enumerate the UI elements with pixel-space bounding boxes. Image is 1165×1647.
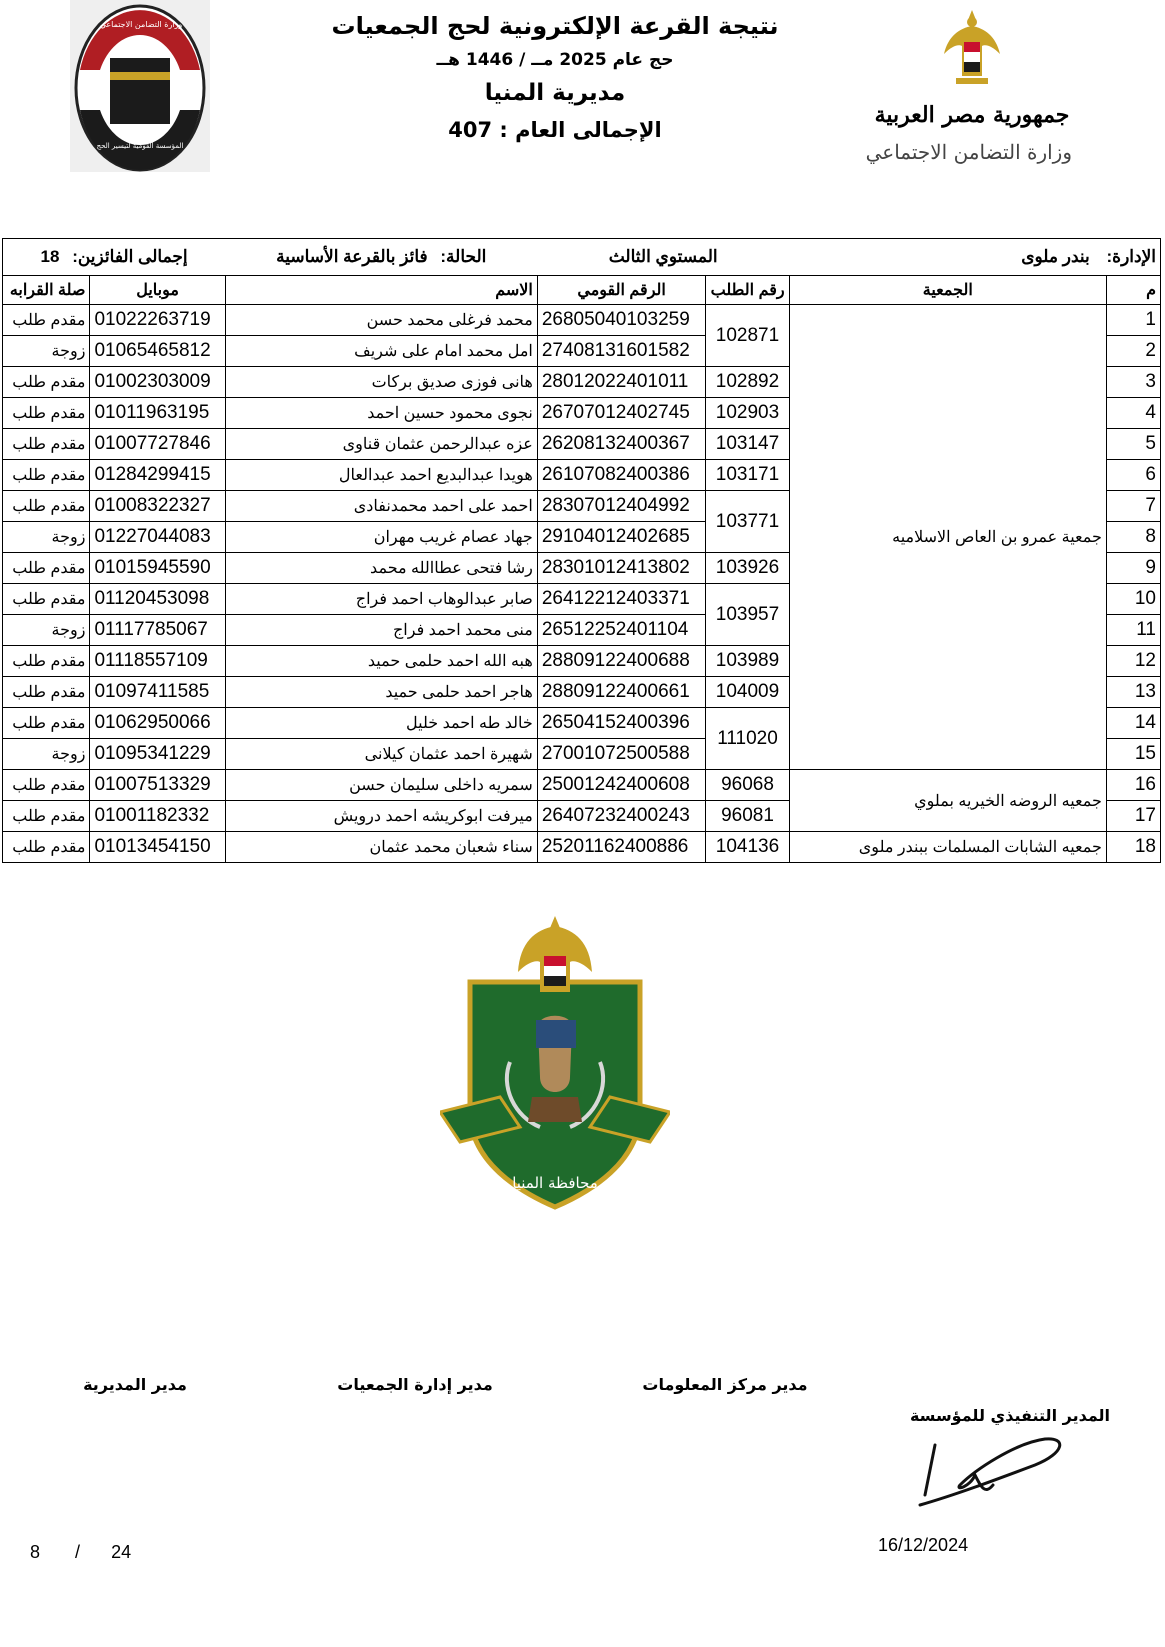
national-id: 29104012402685 xyxy=(537,522,706,553)
document-title: نتيجة القرعة الإلكترونية لحج الجمعيات xyxy=(331,12,779,40)
request-number: 104009 xyxy=(706,677,789,708)
relation: مقدم طلب xyxy=(3,460,90,491)
person-name: جهاد عصام غريب مهران xyxy=(225,522,537,553)
national-id: 26208132400367 xyxy=(537,429,706,460)
minya-emblem xyxy=(440,912,670,1212)
national-id: 26107082400386 xyxy=(537,460,706,491)
row-serial: 15 xyxy=(1106,739,1160,770)
mobile-number: 01013454150 xyxy=(90,832,225,863)
ministry-name-text: وزارة التضامن الاجتماعي xyxy=(865,140,1072,164)
national-id: 28012022401011 xyxy=(537,367,706,398)
person-name: منى محمد احمد فراج xyxy=(225,615,537,646)
row-serial: 7 xyxy=(1106,491,1160,522)
mobile-number: 01117785067 xyxy=(90,615,225,646)
table-header-row xyxy=(3,276,1161,305)
national-id: 28301012413802 xyxy=(537,553,706,584)
foundation-name-text: المؤسسة القومية لتيسير الحج xyxy=(96,142,184,150)
row-serial: 6 xyxy=(1106,460,1160,491)
national-id: 25201162400886 xyxy=(537,832,706,863)
mobile-number: 01062950066 xyxy=(90,708,225,739)
table-row xyxy=(3,770,1161,801)
row-serial: 18 xyxy=(1106,832,1160,863)
person-name: عزه عبدالرحمن عثمان قناوى xyxy=(225,429,537,460)
emblem-caption: محافظة المنيا xyxy=(512,1174,598,1192)
mobile-number: 01284299415 xyxy=(90,460,225,491)
request-number: 102871 xyxy=(706,305,789,367)
egypt-eagle-icon xyxy=(942,6,1002,94)
mobile-number: 01002303009 xyxy=(90,367,225,398)
person-name: سمريه داخلى سليمان حسن xyxy=(225,770,537,801)
table-row xyxy=(3,832,1161,863)
request-number: 103926 xyxy=(706,553,789,584)
request-number: 103957 xyxy=(706,584,789,646)
foundation-logo xyxy=(70,0,210,172)
row-serial: 8 xyxy=(1106,522,1160,553)
request-number: 96081 xyxy=(706,801,789,832)
request-number: 103171 xyxy=(706,460,789,491)
relation: مقدم طلب xyxy=(3,553,90,584)
person-name: احمد على احمد محمدنفادى xyxy=(225,491,537,522)
relation: مقدم طلب xyxy=(3,832,90,863)
status-value: فائز بالقرعة الأساسية xyxy=(276,247,428,266)
signature-associations-manager: مدير إدارة الجمعيات xyxy=(337,1375,493,1394)
handwritten-signature xyxy=(915,1425,1075,1515)
association-name: جمعيه الروضه الخيريه بملوي xyxy=(789,770,1106,832)
header-association: الجمعية xyxy=(789,276,1106,305)
winners-value: 18 xyxy=(40,247,60,266)
signature-info-center-manager: مدير مركز المعلومات xyxy=(642,1375,808,1394)
national-id: 26407232400243 xyxy=(537,801,706,832)
document-date: 16/12/2024 xyxy=(878,1535,969,1555)
row-serial: 11 xyxy=(1106,615,1160,646)
grand-total-label: الإجمالى العام : xyxy=(499,118,662,142)
mobile-number: 01007727846 xyxy=(90,429,225,460)
mobile-number: 01001182332 xyxy=(90,801,225,832)
mobile-number: 01022263719 xyxy=(90,305,225,336)
association-name: جمعيه الشابات المسلمات ببندر ملوى xyxy=(789,832,1106,863)
grand-total-value: 407 xyxy=(448,118,493,142)
relation: مقدم طلب xyxy=(3,708,90,739)
header-relation: صلة القرابه xyxy=(3,276,90,305)
request-number: 103989 xyxy=(706,646,789,677)
relation: مقدم طلب xyxy=(3,305,90,336)
request-number: 104136 xyxy=(706,832,789,863)
relation: مقدم طلب xyxy=(3,429,90,460)
person-name: امل محمد امام على شريف xyxy=(225,336,537,367)
person-name: شهيرة احمد عثمان كيلانى xyxy=(225,739,537,770)
request-number: 111020 xyxy=(706,708,789,770)
mobile-number: 01015945590 xyxy=(90,553,225,584)
row-serial: 13 xyxy=(1106,677,1160,708)
national-id: 26805040103259 xyxy=(537,305,706,336)
national-id: 25001242400608 xyxy=(537,770,706,801)
national-id: 26512252401104 xyxy=(537,615,706,646)
person-name: ميرفت ابوكريشه احمد درويش xyxy=(225,801,537,832)
mobile-number: 01007513329 xyxy=(90,770,225,801)
header-mobile: موبايل xyxy=(90,276,225,305)
mobile-number: 01095341229 xyxy=(90,739,225,770)
level-info: المستوي الثالث xyxy=(608,247,718,266)
request-number: 96068 xyxy=(706,770,789,801)
person-name: هانى فوزى صديق بركات xyxy=(225,367,537,398)
national-id: 28307012404992 xyxy=(537,491,706,522)
mobile-number: 01097411585 xyxy=(90,677,225,708)
person-name: نجوى محمود حسين احمد xyxy=(225,398,537,429)
relation: مقدم طلب xyxy=(3,801,90,832)
relation: مقدم طلب xyxy=(3,367,90,398)
relation: زوجة xyxy=(3,615,90,646)
results-table xyxy=(2,238,1161,863)
table-body xyxy=(3,305,1161,863)
row-serial: 10 xyxy=(1106,584,1160,615)
person-name: هبه الله احمد حلمى حميد xyxy=(225,646,537,677)
row-serial: 17 xyxy=(1106,801,1160,832)
row-serial: 12 xyxy=(1106,646,1160,677)
person-name: محمد فرغلى محمد حسن xyxy=(225,305,537,336)
mobile-number: 01227044083 xyxy=(90,522,225,553)
page-number xyxy=(30,1542,131,1563)
person-name: رشا فتحى عطاالله محمد xyxy=(225,553,537,584)
status-info: الحالة: فائز بالقرعة الأساسية xyxy=(276,247,487,266)
row-serial: 16 xyxy=(1106,770,1160,801)
relation: زوجة xyxy=(3,336,90,367)
page-current: 8 xyxy=(30,1542,41,1562)
results-table-wrap xyxy=(2,238,1161,863)
mobile-number: 01120453098 xyxy=(90,584,225,615)
mobile-number: 01008322327 xyxy=(90,491,225,522)
person-name: صابر عبدالوهاب احمد فراج xyxy=(225,584,537,615)
winners-info: إجمالى الفائزين: 18 xyxy=(40,247,188,266)
relation: مقدم طلب xyxy=(3,677,90,708)
association-name: جمعية عمرو بن العاص الاسلاميه xyxy=(789,305,1106,770)
request-number: 102892 xyxy=(706,367,789,398)
page-separator: / xyxy=(75,1542,81,1562)
national-id: 26504152400396 xyxy=(537,708,706,739)
hajj-year: حج عام 2025 مــ / 1446 هــ xyxy=(436,50,674,70)
directorate-name: مديرية المنيا xyxy=(484,80,626,106)
relation: مقدم طلب xyxy=(3,491,90,522)
relation: مقدم طلب xyxy=(3,584,90,615)
person-name: خالد طه احمد خليل xyxy=(225,708,537,739)
relation: مقدم طلب xyxy=(3,646,90,677)
table-row xyxy=(3,305,1161,336)
relation: زوجة xyxy=(3,739,90,770)
minya-emblem-icon xyxy=(440,912,670,1212)
relation: مقدم طلب xyxy=(3,770,90,801)
ministry-country-text: جمهورية مصر العربية xyxy=(874,102,1070,128)
row-serial: 14 xyxy=(1106,708,1160,739)
national-id: 26707012402745 xyxy=(537,398,706,429)
row-serial: 4 xyxy=(1106,398,1160,429)
row-serial: 5 xyxy=(1106,429,1160,460)
signature-executive-director: المدير التنفيذي للمؤسسة xyxy=(909,1406,1111,1425)
ministry-logo xyxy=(865,6,1072,176)
person-name: هاجر احمد حلمى حميد xyxy=(225,677,537,708)
person-name: سناء شعبان محمد عثمان xyxy=(225,832,537,863)
mobile-number: 01011963195 xyxy=(90,398,225,429)
national-id: 28809122400661 xyxy=(537,677,706,708)
national-id: 27408131601582 xyxy=(537,336,706,367)
signature-directorate-manager: مدير المديرية xyxy=(83,1375,187,1394)
request-number: 102903 xyxy=(706,398,789,429)
row-serial: 9 xyxy=(1106,553,1160,584)
row-serial: 3 xyxy=(1106,367,1160,398)
request-number: 103771 xyxy=(706,491,789,553)
row-serial: 2 xyxy=(1106,336,1160,367)
grand-total xyxy=(330,118,780,142)
mobile-number: 01118557109 xyxy=(90,646,225,677)
header-name: الاسم xyxy=(225,276,537,305)
request-number: 103147 xyxy=(706,429,789,460)
national-id: 26412212403371 xyxy=(537,584,706,615)
person-name: هويدا عبدالبديع احمد عبدالعال xyxy=(225,460,537,491)
foundation-ministry-text: وزارة التضامن الاجتماعي xyxy=(99,20,183,29)
header-national-id: الرقم القومي xyxy=(537,276,706,305)
national-id: 28809122400688 xyxy=(537,646,706,677)
row-serial: 1 xyxy=(1106,305,1160,336)
mobile-number: 01065465812 xyxy=(90,336,225,367)
header-serial: م xyxy=(1106,276,1160,305)
admin-info: الإدارة: بندر ملوى xyxy=(1021,247,1156,266)
info-row xyxy=(3,239,1161,276)
relation: مقدم طلب xyxy=(3,398,90,429)
national-id: 27001072500588 xyxy=(537,739,706,770)
header-request-no: رقم الطلب xyxy=(706,276,789,305)
page-total: 24 xyxy=(111,1542,132,1562)
admin-value: بندر ملوى xyxy=(1021,247,1090,266)
relation: زوجة xyxy=(3,522,90,553)
